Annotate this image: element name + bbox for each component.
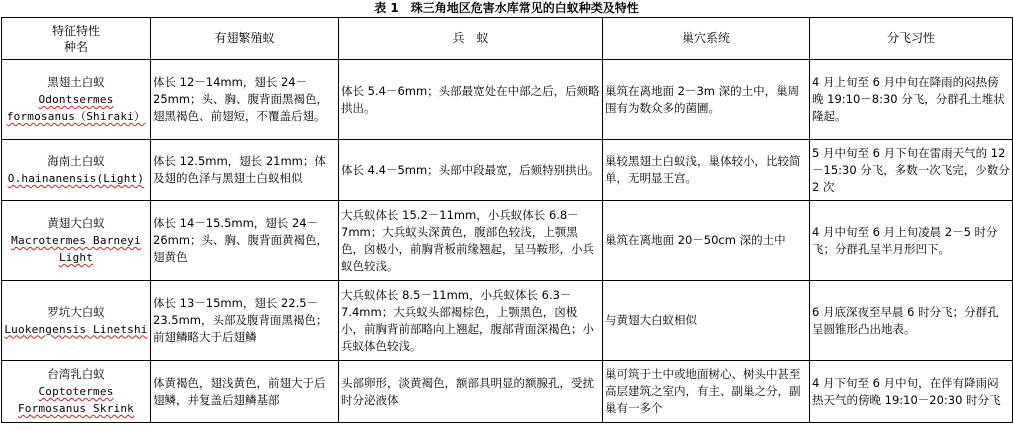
nest-cell: 与黄翅大白蚁相似 [603,281,810,361]
alate-cell: 体长 12－14mm，翅长 24－25mm；头、胸、腹背面黑褐色，翅黑褐色、前翅短，不覆盖后翅。 [151,60,339,140]
soldier-cell: 大兵蚁体长 8.5－11mm，小兵蚁体长 6.3－7.4mm；大兵蚁头部褐棕色，上颚黑色，囟极小，前胸背前部略向上翘起，腹部背面深褐色；小兵蚁体色较浅。 [339,281,603,361]
species-cell [2,361,151,423]
species-cell [2,281,151,361]
swarm-cell: 4 月下旬至 6 月中旬，在伴有降雨闷热天气的傍晚 19:10－20:30 时分飞 [810,361,1013,423]
nest-cell: 巢可筑于土中或地面树心、树头中甚至高层建筑之室内，有主、副巢之分，副巢有一多个 [603,361,810,423]
table-caption: 表 1 珠三角地区危害水库常见的白蚁种类及特性 [374,1,639,15]
header-nest: 巢穴系统 [603,18,810,60]
species-name-latin: Macrotermes Barneyi Light [11,234,141,264]
table-row [2,140,1013,201]
species-cell [2,60,151,140]
swarm-cell: 4 月上旬至 6 月中旬在降雨的闷热傍晚 19:10－8:30 分飞，分群孔土堆状隆起。 [810,60,1013,140]
soldier-cell: 体长 4.4－5mm；头部中段最宽，后颏特别拱出。 [339,140,603,201]
alate-cell: 体长 12.5mm，翅长 21mm；体及翅的色泽与黑翅土白蚁相似 [151,140,339,201]
species-name-cn: 海南土白蚁 [47,154,105,168]
table-row [2,361,1013,423]
header-alate: 有翅繁殖蚁 [151,18,339,60]
table-row [2,281,1013,361]
nest-cell: 巢筑在离地面 2－3m 深的土中，巢周围有为数众多的菌圃。 [603,60,810,140]
species-cell [2,140,151,201]
species-name-latin: Coptotermes Formosanus Skrink [18,385,134,415]
header-soldier: 兵 蚁 [339,18,603,60]
nest-cell: 巢较黑翅土白蚁浅，巢体较小，比较简单，无明显王宫。 [603,140,810,201]
header-species: 特征特性 种名 [2,18,151,60]
soldier-cell: 头部卵形，淡黄褐色，额部具明显的额腺孔，受扰时分泌液体 [339,361,603,423]
species-name-latin: O.hainanensis(Light) [7,172,145,185]
soldier-cell: 大兵蚁体长 15.2－11mm，小兵蚁体长 6.8－7mm；大兵蚁头深黄色，腹部色较浅，上颚黑色，囟极小，前胸背板前缘翘起，呈马鞍形，小兵蚁色较浅。 [339,201,603,281]
species-name-cn: 台湾乳白蚁 [47,367,105,381]
species-name-cn: 黑翅土白蚁 [47,75,105,89]
termite-species-table [1,17,1013,423]
table-header-row [2,18,1013,60]
species-name-latin: Odontsermes formosanus（Shiraki） [6,93,146,123]
nest-cell: 巢筑在离地面 20－50cm 深的土中 [603,201,810,281]
soldier-cell: 体长 5.4－6mm；头部最宽处在中部之后，后颏略拱出。 [339,60,603,140]
table-row [2,201,1013,281]
swarm-cell: 5 月中旬至 6 月下旬在雷雨天气的 12－15:30 分飞，多数一次飞完，少数分 2 次 [810,140,1013,201]
alate-cell: 体长 14－15.5mm，翅长 24－26mm；头、胸、腹背面黄褐色，翅黄色 [151,201,339,281]
species-cell [2,201,151,281]
species-name-cn: 黄翅大白蚁 [47,216,105,230]
header-swarm: 分飞习性 [810,18,1013,60]
swarm-cell: 6 月底深夜至早晨 6 时分飞；分群孔呈圆锥形凸出地表。 [810,281,1013,361]
alate-cell: 体黄褐色，翅浅黄色，前翅大于后翅鳞，并复盖后翅鳞基部 [151,361,339,423]
alate-cell: 体长 13－15mm，翅长 22.5－23.5mm，头部及腹背面黑褐色；前翅鳞略大于后翅鳞 [151,281,339,361]
swarm-cell: 4 月中旬至 6 月上旬凌晨 2－5 时分飞；分群孔呈半月形凹下。 [810,201,1013,281]
species-name-cn: 罗坑大白蚁 [47,304,105,319]
species-name-latin: Luokengensis Linetshi [4,322,148,336]
table-row [2,60,1013,140]
